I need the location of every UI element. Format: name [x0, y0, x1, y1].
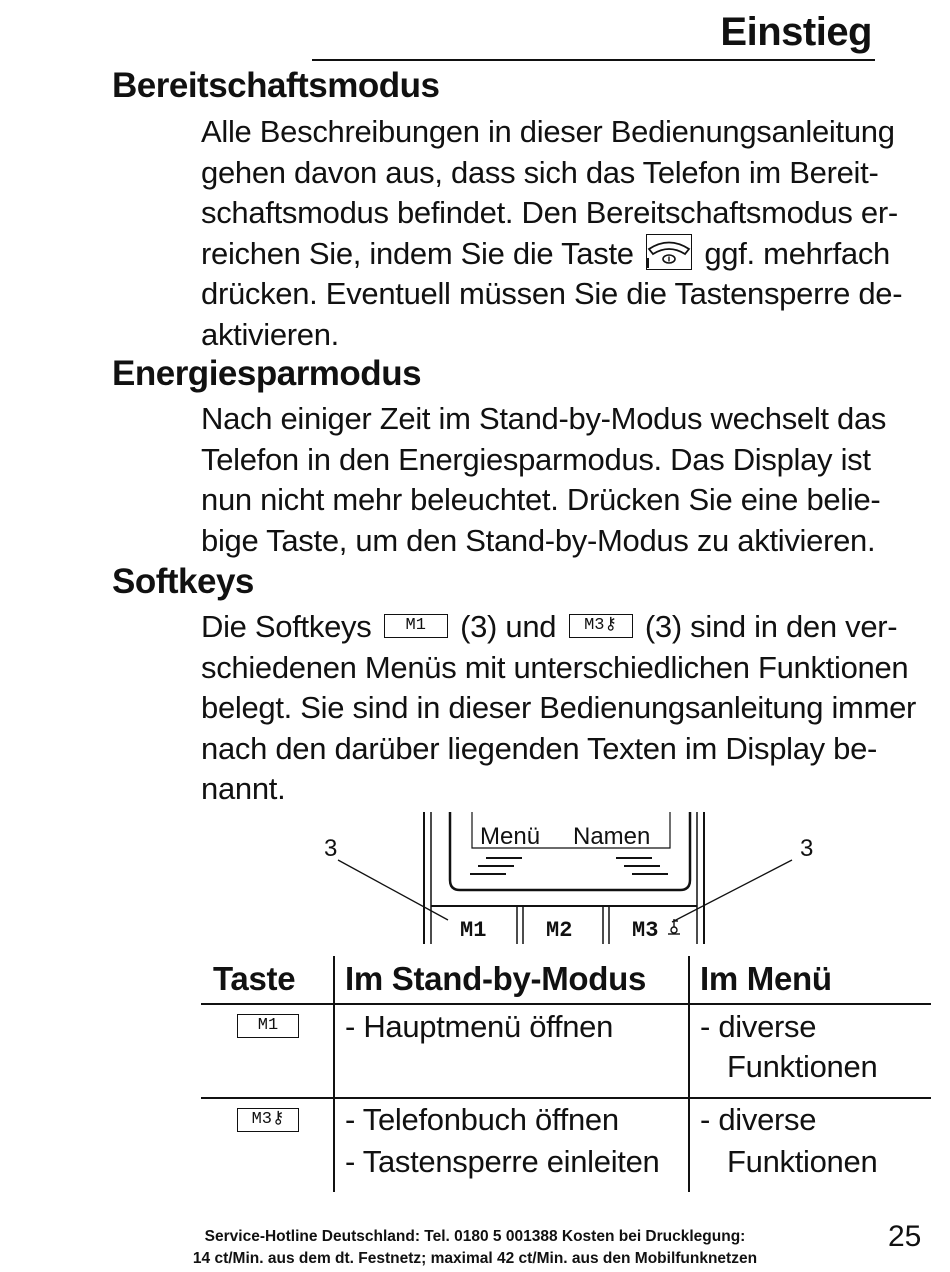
text-line: Telefon in den Energiesparmodus. Das Display ist: [201, 441, 871, 477]
text-line: nun nicht mehr beleuchtet. Drücken Sie eine belie-: [201, 482, 881, 517]
paragraph-standby: [201, 112, 931, 355]
callout-left: 3: [324, 835, 338, 862]
text-line: belegt. Sie sind in dieser Bedienungsanleitung immer: [201, 690, 917, 725]
footer-hotline: [150, 1226, 800, 1270]
table-cell-standby: - Telefonbuch öffnen: [345, 1102, 619, 1137]
table-column-line: [688, 956, 690, 1192]
phone-key-m2: M2: [546, 918, 573, 943]
text-line-with-key: [201, 234, 931, 275]
text-fragment: (3) und: [460, 609, 557, 644]
text-fragment: (3) sind in den ver-: [644, 609, 898, 644]
text-fragment: reichen Sie, indem Sie die Taste: [201, 235, 634, 271]
heading-energy: Energiesparmodus: [112, 354, 422, 393]
paragraph-energy: [201, 399, 931, 561]
text-line: nannt.: [201, 771, 286, 806]
page-number: 25: [888, 1220, 922, 1253]
table-header-key: Taste: [213, 960, 296, 997]
text-fragment: ggf. mehrfach: [704, 235, 891, 271]
table-header-menu: Im Menü: [700, 960, 832, 997]
text-fragment: Die Softkeys: [201, 609, 372, 644]
phone-key-m3: M3: [632, 918, 659, 943]
callout-right: 3: [800, 835, 814, 862]
table-cell-menu: Funktionen: [727, 1144, 878, 1179]
footer-line: Service-Hotline Deutschland: Tel. 0180 5 001388 Kosten bei Drucklegung:: [204, 1228, 746, 1245]
text-line: schiedenen Menüs mit unterschiedlichen Funktionen: [201, 649, 909, 685]
table-cell-standby: - Tastensperre einleiten: [345, 1144, 660, 1179]
text-line: nach den darüber liegenden Texten im Display be-: [201, 730, 878, 766]
text-line: gehen davon aus, dass sich das Telefon im Bereit-: [201, 154, 879, 190]
table-key-m1-icon: M1: [237, 1014, 299, 1038]
softkey-m1-icon: M1: [384, 614, 448, 638]
table-key-m3-icon: M3⚷: [237, 1108, 299, 1132]
end-call-key-icon: [646, 234, 692, 270]
table-divider: [201, 1003, 931, 1005]
display-label-menu: Menü: [480, 823, 541, 850]
heading-softkeys: Softkeys: [112, 562, 254, 601]
table-cell-standby: - Hauptmenü öffnen: [345, 1009, 614, 1044]
text-line: Alle Beschreibungen in dieser Bedienungsanleitung: [201, 114, 895, 149]
text-line: Nach einiger Zeit im Stand-by-Modus wechselt das: [201, 401, 887, 436]
softkey-m3-icon: M3⚷: [569, 614, 633, 638]
footer-line: 14 ct/Min. aus dem dt. Festnetz; maximal 42 ct/Min. aus den Mobilfunknetzen: [192, 1250, 758, 1267]
text-line-with-keys: [201, 607, 931, 648]
text-line: bige Taste, um den Stand-by-Modus zu aktivieren.: [201, 522, 876, 558]
table-cell-menu: - diverse: [700, 1009, 817, 1044]
heading-standby: Bereitschaftsmodus: [112, 66, 440, 105]
text-line: drücken. Eventuell müssen Sie die Tastensperre de-: [201, 276, 903, 311]
phone-key-m1: M1: [460, 918, 487, 943]
table-cell-menu: Funktionen: [727, 1049, 878, 1084]
text-line: aktivieren.: [201, 316, 339, 352]
phone-softkey-diagram: [300, 808, 840, 948]
table-cell-menu: - diverse: [700, 1102, 817, 1137]
paragraph-softkeys: [201, 607, 931, 810]
key-lock-icon: [668, 919, 680, 934]
table-header-standby: Im Stand-by-Modus: [345, 960, 647, 997]
display-label-names: Namen: [573, 823, 651, 850]
header-rule: [312, 59, 875, 61]
page-title: Einstieg: [720, 10, 872, 54]
table-column-line: [333, 956, 335, 1192]
text-line: schaftsmodus befindet. Den Bereitschaftsmodus er-: [201, 195, 898, 230]
